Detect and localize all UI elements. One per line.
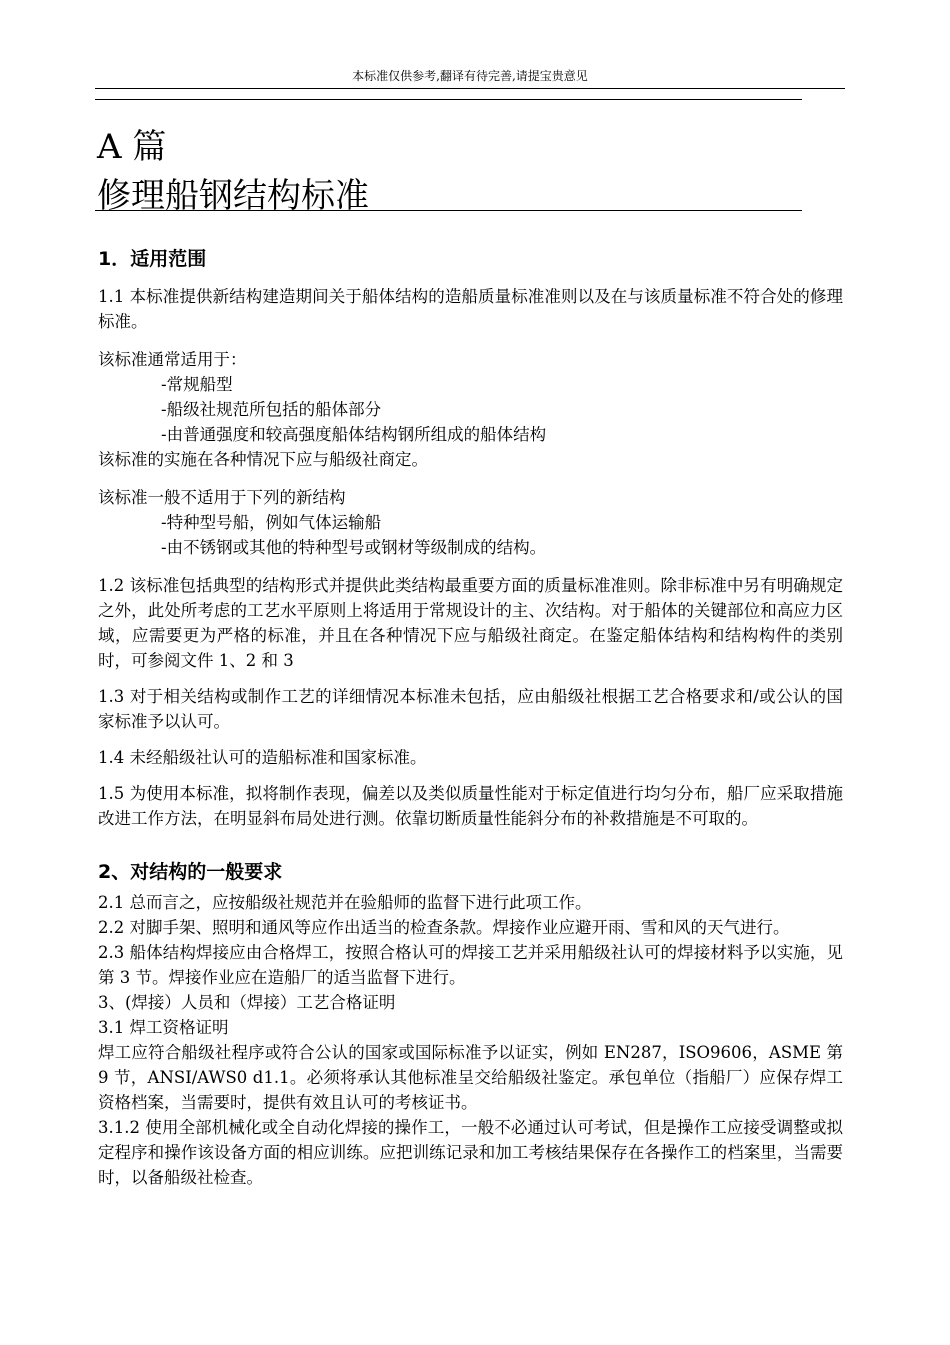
applies-item: -由普通强度和较高强度船体结构钢所组成的船体结构 <box>161 425 547 444</box>
not-applies-intro: 该标准一般不适用于下列的新结构 <box>98 488 346 507</box>
applies-item: -常规船型 <box>161 375 233 394</box>
subsection-3-1-heading: 3.1 焊工资格证明 <box>98 1018 229 1037</box>
not-applies-item: -特种型号船，例如气体运输船 <box>161 513 382 532</box>
paragraph-2-1: 2.1 总而言之，应按船级社规范并在验船师的监督下进行此项工作。 <box>98 893 592 912</box>
header-rule-top <box>95 88 845 89</box>
paragraph-1-4: 1.4 未经船级社认可的造船标准和国家标准。 <box>98 748 427 767</box>
paragraph-2-2: 2.2 对脚手架、照明和通风等应作出适当的检查条款。焊接作业应避开雨、雪和风的天气进行。 <box>98 918 790 937</box>
header-rule-inner <box>95 99 802 100</box>
paragraph-1-2: 1.2 该标准包括典型的结构形式并提供此类结构最重要方面的质量标准准则。除非标准中另有明确规定之外，此处所考虑的工艺水平原则上将适用于常规设计的主、次结构。对于船体的关键部位和高应力区域，应需要更为严格的标准，并且在各种情况下应与船级社商定。在鉴定船体结构和结构构件的类别时，可参阅文件 1、2 和 3 <box>98 576 843 670</box>
running-header: 本标准仅供参考,翻译有待完善,请提宝贵意见 <box>352 69 588 83</box>
applies-outro: 该标准的实施在各种情况下应与船级社商定。 <box>98 450 428 469</box>
section-2-heading: 2、对结构的一般要求 <box>98 861 283 883</box>
not-applies-item: -由不锈钢或其他的特种型号或钢材等级制成的结构。 <box>161 538 547 557</box>
applies-intro: 该标准通常适用于： <box>98 350 247 369</box>
document-body <box>98 240 843 1190</box>
paragraph-1-3: 1.3 对于相关结构或制作工艺的详细情况本标准未包括，应由船级社根据工艺合格要求和/或公认的国家标准予以认可。 <box>98 687 843 731</box>
part-title: A 篇 <box>97 126 167 167</box>
paragraph-1-1: 1.1 本标准提供新结构建造期间关于船体结构的造船质量标准准则以及在与该质量标准不符合处的修理标准。 <box>98 287 843 331</box>
section-1-heading: 1．适用范围 <box>98 248 207 270</box>
paragraph-1-5: 1.5 为使用本标准，拟将制作表现，偏差以及类似质量性能对于标定值进行均匀分布，船厂应采取措施改进工作方法，在明显斜布局处进行测。依靠切断质量性能斜分布的补救措施是不可取的。 <box>98 784 843 828</box>
applies-item: -船级社规范所包括的船体部分 <box>161 400 382 419</box>
paragraph-2-3: 2.3 船体结构焊接应由合格焊工，按照合格认可的焊接工艺并采用船级社认可的焊接材料予以实施，见第 3 节。焊接作业应在造船厂的适当监督下进行。 <box>98 943 843 987</box>
section-3-heading: 3、(焊接）人员和（焊接）工艺合格证明 <box>98 993 396 1012</box>
paragraph-3-1: 焊工应符合船级社程序或符合公认的国家或国际标准予以证实，例如 EN287，ISO9606，ASME 第 9 节，ANSI/AWS0 d1.1。必须将承认其他标准呈交给船级社鉴定。承包单位（指船厂）应保存焊工资格档案，当需要时，提供有效且认可的考核证书。 <box>98 1043 843 1112</box>
paragraph-3-1-2: 3.1.2 使用全部机械化或全自动化焊接的操作工，一般不必通过认可考试，但是操作工应接受调整或拟定程序和操作该设备方面的相应训练。应把训练记录和加工考核结果保存在各操作工的档案里，当需要时，以备船级社检查。 <box>98 1118 843 1187</box>
document-title: 修理船钢结构标准 <box>97 175 369 216</box>
title-rule <box>95 210 802 211</box>
